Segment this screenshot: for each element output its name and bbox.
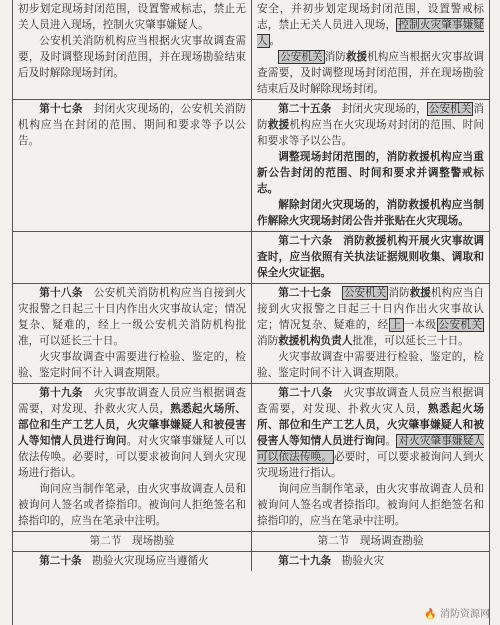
paragraph [18,385,246,481]
bold-text: 消防救援机构开展火灾事故调查时，应当依照有关执法证据规则收集、调取和保全火灾证据。 [257,235,485,279]
article-number: 第二十五条 [278,103,332,115]
text: 。 [269,35,281,47]
paragraph [18,349,246,381]
text: 封闭火灾现场的，公安机关消防机构应当在封闭的范围、期间和要求等予以公告。 [18,103,247,147]
old-text-cell [13,384,251,531]
text: 询问应当制作笔录，由火灾事故调查人员和被询问人签名或者捺指印。被询问人拒绝签名和捺指印的，应当在笔录中注明。 [18,483,246,527]
bold-text: 救援 [267,119,290,131]
text: 消防 [257,335,279,347]
text [331,287,342,299]
paragraph [18,481,246,529]
paragraph [257,101,484,149]
bold-text: 熟悉起火场所、部位和生产工艺人员，火灾肇事嫌疑人和被侵害人等知情人员进行询问 [18,403,247,447]
highlight-box: 上 [390,319,402,331]
paragraph [18,1,246,33]
text: 批准，可以延长三十日。 [352,335,469,347]
new-text-cell [251,284,489,383]
old-text-cell [13,0,251,99]
section-heading: 第二节 现场调查勘验 [251,532,489,551]
article-number: 第二十八条 [278,387,333,399]
text: 机构应当自接到火灾报警之日起三十日内作出火灾事故认定；情况复杂、疑难的，经 [257,287,485,331]
text: 安全，并初步划定现场封闭范围，设置警戒标志，禁止无关人员进入现场， [257,3,484,31]
old-text-cell [13,232,251,283]
text: 。 [385,435,397,447]
bold-text: 救援机构负责人 [278,335,353,347]
highlight-box: 公安机关 [343,287,387,299]
highlight-box: 公安机关 [280,51,323,63]
table-row [13,552,489,571]
paragraph [257,1,484,49]
text: 一本级 [403,319,437,331]
table-row [13,100,489,232]
comparison-table [12,0,490,625]
bold-text: 救援 [409,287,431,299]
paragraph [257,149,484,197]
text: 勘验火灾 [331,555,385,567]
text: 。对火灾肇事嫌疑人可以依法传唤。必要时，可以要求被询问人到火灾现场进行指认。 [18,435,246,479]
paragraph [18,101,246,149]
table-row [13,284,489,384]
article-number: 第二十七条 [278,287,332,299]
bold-text: 救援 [345,51,368,63]
text: 火灾事故调查人员应当根据调查需要，对发现、扑救火灾人员， [257,387,485,415]
text: 机构应当根据火灾事故调查需要，及时调整现场封闭范围，并在现场勘验结束后及时解除现场封闭。 [257,51,485,95]
article-number: 第二十六条 [278,235,333,247]
paragraph [18,33,246,81]
section-heading: 第二节 现场勘验 [89,535,175,547]
text: 火灾事故调查中需要进行检验、鉴定的，检验、鉴定时间不计入调查期限。 [257,351,484,379]
new-text-cell [251,232,489,283]
paragraph [18,285,246,349]
text: 勘验火灾现场应当遵循火 [81,555,209,567]
highlight-box: 公安机关 [438,319,482,331]
old-text-cell [13,100,251,231]
article-number: 第十九条 [39,387,83,399]
text: 火灾事故调查人员应当根据调查需要，对发现、扑救火灾人员， [18,387,247,415]
paragraph [18,553,246,569]
section-heading-row [13,532,489,552]
text: 询问应当制作笔录，由火灾事故调查人员和被询问人签名或者捺指印。被询问人拒绝签名和捺指印的，应当在笔录中注明。 [257,483,484,527]
paragraph [257,197,484,229]
paragraph [257,553,484,569]
table-row [13,0,489,100]
text: 公安机关消防机构应当自接到火灾报警之日起三十日内作出火灾事故认定；情况复杂、疑难的，经上一级公安机关消防机构批准，可以延长三十日。 [18,287,247,347]
article-number: 第二十九条 [278,555,332,567]
bold-text: 解除封闭火灾现场的，消防救援机构应当制作解除火灾现场封闭公告并张贴在火灾现场。 [257,199,484,227]
text: 机构应当在火灾现场对封闭的范围、时间和要求等予以公告。 [257,119,485,147]
article-number: 第二十条 [39,555,82,567]
highlight-box: 公安机关 [428,103,472,115]
article-number: 第十八条 [39,287,83,299]
bold-text: 调整现场封闭范围的，消防救援机构应当重新公告封闭的范围、时间和要求并调整警戒标志。 [257,151,484,195]
text: 消防 [388,287,410,299]
new-text-cell [251,384,489,531]
bold-text: 熟悉起火场所、部位和生产工艺人员，火灾肇事嫌疑人和被侵害人等知情人员进行询问 [257,403,485,447]
old-text-cell [13,284,251,383]
watermark: 🔥 消防资源网 [424,609,490,620]
text: 必要时，可以要求被询问人到火灾现场进行指认。 [257,451,485,479]
text: 消防 [257,103,485,131]
old-text-cell [13,552,251,571]
table-row [13,232,489,284]
paragraph [257,233,484,281]
new-text-cell [251,0,489,99]
text: 消防 [324,51,346,63]
paragraph [257,49,484,97]
paragraph [257,349,484,381]
text: 公安机关消防机构应当根据火灾事故调查需要，及时调整现场封闭范围，并在现场勘验结束后及时解除现场封闭。 [18,35,246,79]
text: 封闭火灾现场的， [331,103,427,115]
text: 火灾事故调查中需要进行检验、鉴定的，检验、鉴定时间不计入调查期限。 [18,351,246,379]
paragraph [257,285,484,349]
highlight-box: 对火灾肇事嫌疑人可以依法传唤。 [257,435,485,463]
text: 初步划定现场封闭范围，设置警戒标志，禁止无关人员进入现场，控制火灾肇事嫌疑人。 [18,3,246,31]
table-row [13,384,489,532]
paragraph [257,481,484,529]
article-number: 第十七条 [39,103,83,115]
new-text-cell [251,100,489,231]
paragraph [257,385,484,481]
new-text-cell [251,552,489,571]
highlight-box: 控制火灾肇事嫌疑人 [257,19,485,47]
